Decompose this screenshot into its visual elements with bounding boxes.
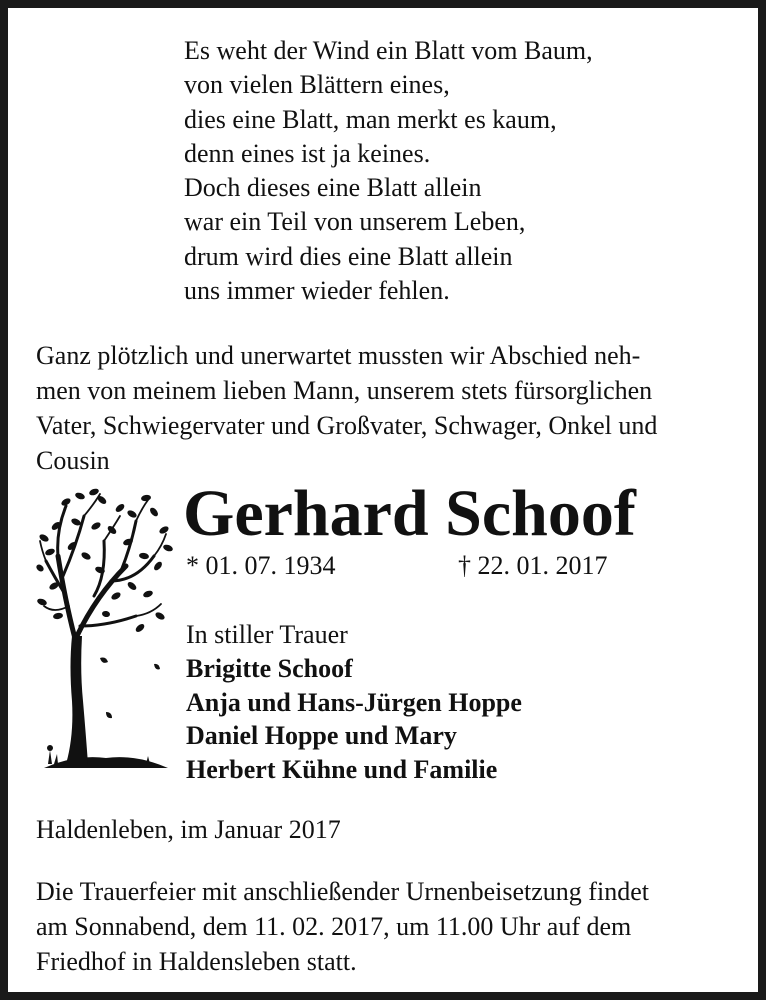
poem-line: uns immer wieder fehlen. — [184, 276, 450, 306]
mourner-name: Anja und Hans-Jürgen Hoppe — [186, 687, 522, 717]
deceased-name: Gerhard Schoof — [183, 477, 636, 550]
poem-line: Es weht der Wind ein Blatt vom Baum, — [184, 36, 593, 65]
service-line: Die Trauerfeier mit anschließender Urnenbeisetzung findet — [36, 877, 649, 906]
announcement-line: Ganz plötzlich und unerwartet mussten wir Abschied neh- — [36, 341, 641, 370]
mourner-name: Brigitte Schoof — [186, 654, 353, 683]
announcement-line: Vater, Schwiegervater und Großvater, Schwager, Onkel und — [36, 411, 658, 440]
service-line: am Sonnabend, dem 11. 02. 2017, um 11.00 Uhr auf dem — [36, 912, 632, 941]
poem — [184, 34, 593, 308]
service-line: Friedhof in Haldensleben statt. — [36, 947, 357, 976]
tree-icon — [36, 486, 176, 776]
poem-line: von vielen Blättern eines, — [184, 70, 450, 100]
mourners-heading: In stiller Trauer — [186, 620, 348, 649]
announcement-line: men von meinem lieben Mann, unserem stets fürsorglichen — [36, 376, 653, 405]
mourner-name: Herbert Kühne und Familie — [186, 754, 498, 784]
poem-line: Doch dieses eine Blatt allein — [184, 173, 482, 203]
funeral-service-info — [36, 874, 649, 979]
mourner-name: Daniel Hoppe und Mary — [186, 721, 457, 750]
announcement-line: Cousin — [36, 446, 110, 475]
poem-line: war ein Teil von unserem Leben, — [184, 207, 526, 237]
poem-line: dies eine Blatt, man merkt es kaum, — [184, 104, 557, 134]
mourners-block — [186, 618, 522, 786]
poem-line: denn eines ist ja keines. — [184, 138, 431, 168]
place-and-date: Haldenleben, im Januar 2017 — [36, 815, 341, 844]
poem-line: drum wird dies eine Blatt allein — [184, 241, 513, 271]
announcement-text — [36, 338, 657, 478]
birth-date: * 01. 07. 1934 — [186, 551, 336, 580]
death-date: † 22. 01. 2017 — [458, 551, 608, 580]
